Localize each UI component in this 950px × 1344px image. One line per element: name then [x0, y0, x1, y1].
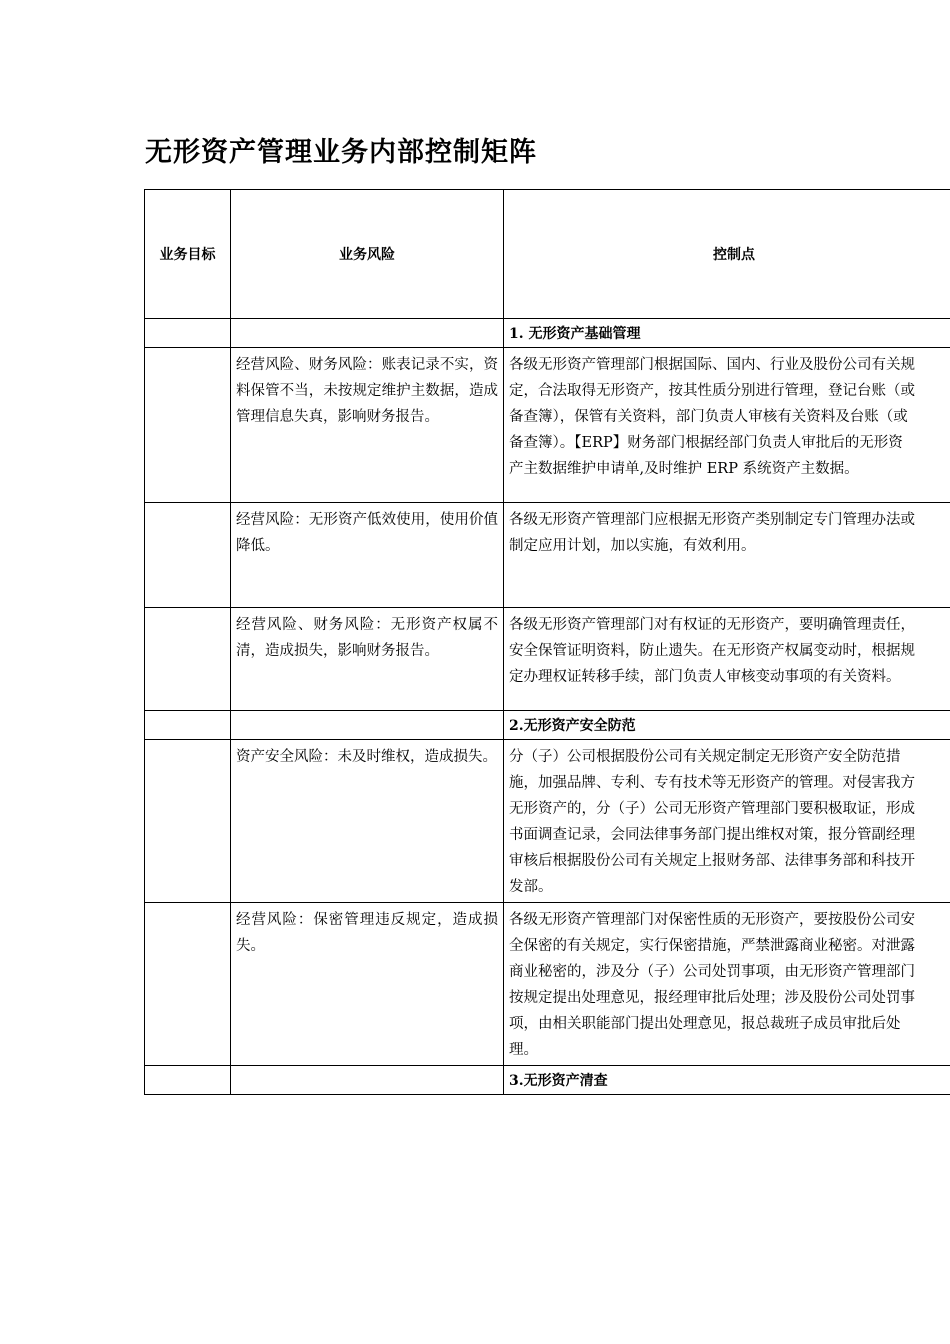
control-line: 各级无形资产管理部门根据国际、国内、行业及股份公司有关规 [509, 357, 915, 373]
control-cell [504, 903, 950, 1066]
header-control: 控制点 [504, 190, 950, 319]
control-cell [504, 348, 950, 503]
section-objective-cell [145, 319, 231, 348]
control-line: 制定应用计划，加以实施，有效利用。 [509, 538, 756, 554]
section-title: 3.无形资产清查 [504, 1066, 950, 1095]
control-line: 产主数据维护申请单,及时维护 ERP 系统资产主数据。 [509, 461, 859, 477]
control-line: 审核后根据股份公司有关规定上报财务部、法律事务部和科技开 [509, 853, 915, 869]
control-matrix-table [144, 189, 950, 1095]
header-risk: 业务风险 [231, 190, 504, 319]
objective-cell [145, 608, 231, 711]
objective-cell [145, 503, 231, 608]
control-line: 各级无形资产管理部门对有权证的无形资产，要明确管理责任， [509, 617, 915, 633]
control-cell [504, 608, 950, 711]
risk-cell: 资产安全风险：未及时维权，造成损失。 [231, 740, 504, 903]
control-line: 商业秘密的，涉及分（子）公司处罚事项，由无形资产管理部门 [509, 964, 915, 980]
control-line: 定办理权证转移手续，部门负责人审核变动事项的有关资料。 [509, 669, 901, 685]
control-line: 全保密的有关规定，实行保密措施，严禁泄露商业秘密。对泄露 [509, 938, 915, 954]
control-line: 备查簿）。【ERP】财务部门根据经部门负责人审批后的无形资 [509, 435, 903, 451]
section-row-2 [145, 711, 950, 740]
table-row [145, 740, 950, 903]
objective-cell [145, 903, 231, 1066]
control-line: 定，合法取得无形资产，按其性质分别进行管理，登记台账（或 [509, 383, 915, 399]
control-line: 书面调查记录，会同法律事务部门提出维权对策，报分管副经理 [509, 827, 915, 843]
section-risk-cell [231, 711, 504, 740]
control-line: 各级无形资产管理部门应根据无形资产类别制定专门管理办法或 [509, 512, 915, 528]
control-cell [504, 740, 950, 903]
control-line: 项，由相关职能部门提出处理意见，报总裁班子成员审批后处 [509, 1016, 901, 1032]
control-line: 无形资产的，分（子）公司无形资产管理部门要积极取证，形成 [509, 801, 915, 817]
control-line: 备查簿），保管有关资料，部门负责人审核有关资料及台账（或 [509, 409, 908, 425]
control-line: 安全保管证明资料，防止遗失。在无形资产权属变动时，根据规 [509, 643, 915, 659]
risk-cell: 经营风险、财务风险：无形资产权属不清，造成损失，影响财务报告。 [231, 608, 504, 711]
section-row-1 [145, 319, 950, 348]
section-row-3 [145, 1066, 950, 1095]
section-risk-cell [231, 1066, 504, 1095]
risk-cell: 经营风险：保密管理违反规定，造成损失。 [231, 903, 504, 1066]
table-row [145, 903, 950, 1066]
control-line: 按规定提出处理意见，报经理审批后处理；涉及股份公司处罚事 [509, 990, 915, 1006]
risk-cell: 经营风险：无形资产低效使用，使用价值降低。 [231, 503, 504, 608]
objective-cell [145, 348, 231, 503]
section-risk-cell [231, 319, 504, 348]
control-cell [504, 503, 950, 608]
control-line: 理。 [509, 1042, 538, 1058]
control-line: 分（子）公司根据股份公司有关规定制定无形资产安全防范措 [509, 749, 901, 765]
risk-cell: 经营风险、财务风险：账表记录不实，资料保管不当，未按规定维护主数据，造成管理信息失真，影响财务报告。 [231, 348, 504, 503]
table-header-row [145, 190, 950, 319]
header-objective: 业务目标 [145, 190, 231, 319]
table-row [145, 503, 950, 608]
control-line: 施，加强品牌、专利、专有技术等无形资产的管理。对侵害我方 [509, 775, 915, 791]
control-line: 发部。 [509, 879, 553, 895]
page-title: 无形资产管理业务内部控制矩阵 [145, 137, 537, 168]
table-row [145, 608, 950, 711]
section-title: 2.无形资产安全防范 [504, 711, 950, 740]
objective-cell [145, 740, 231, 903]
section-objective-cell [145, 711, 231, 740]
section-title: 1. 无形资产基础管理 [504, 319, 950, 348]
control-line: 各级无形资产管理部门对保密性质的无形资产，要按股份公司安 [509, 912, 915, 928]
section-objective-cell [145, 1066, 231, 1095]
table-row [145, 348, 950, 503]
